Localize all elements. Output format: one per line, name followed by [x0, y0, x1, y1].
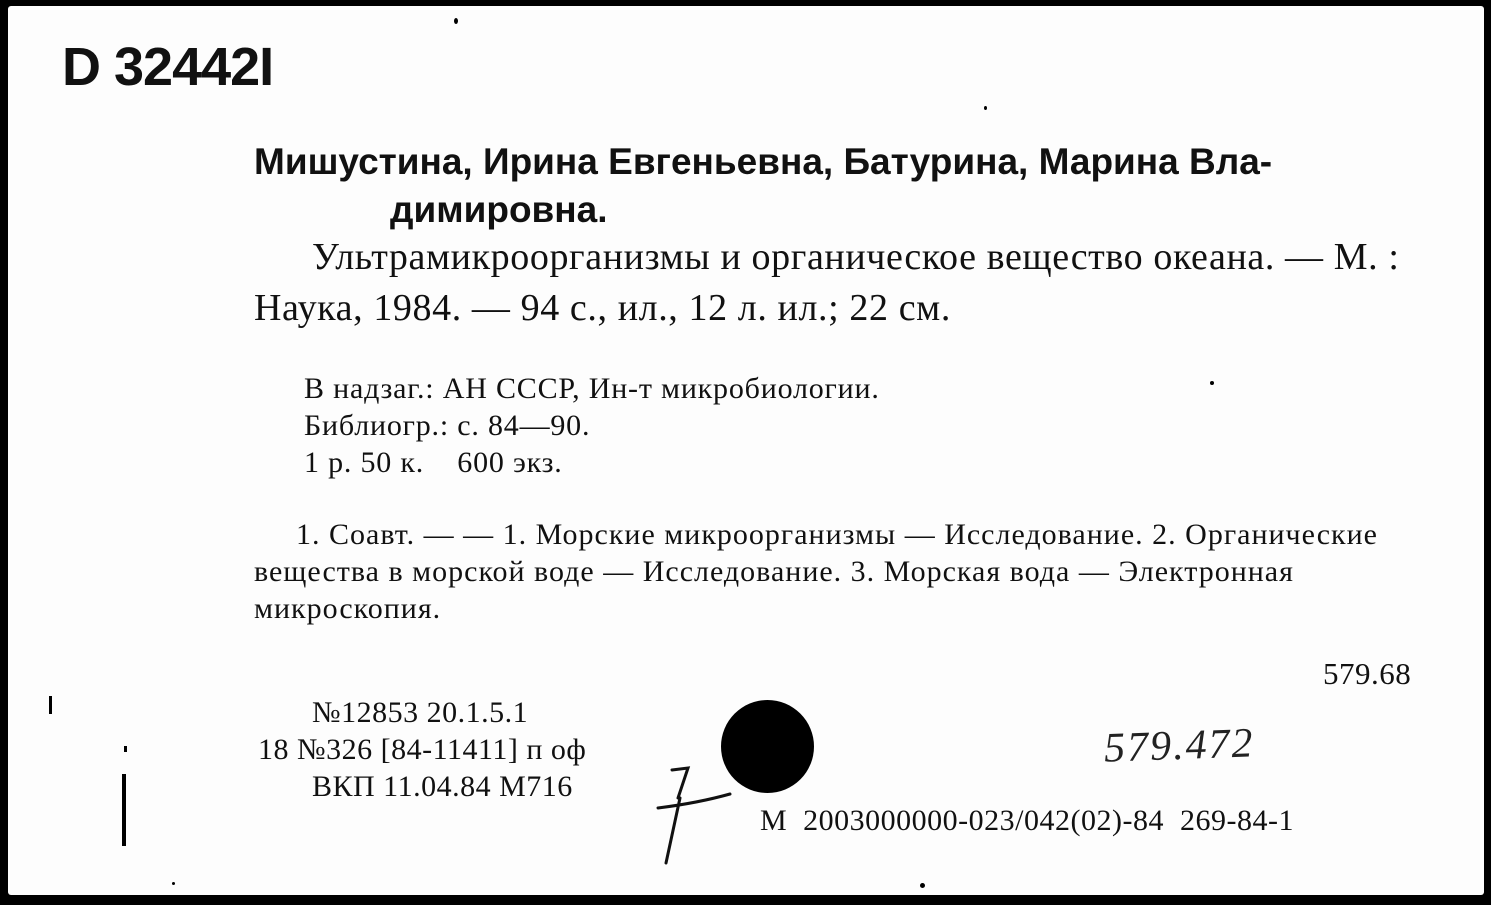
margin-mark: [49, 696, 52, 714]
bbk-code-line: М 2003000000-023/042(02)-84 269-84-1: [760, 804, 1294, 837]
tech-line: №12853 20.1.5.1: [312, 696, 529, 729]
handwritten-stroke: [648, 758, 738, 870]
catalog-card: [8, 6, 1484, 895]
subjects-text: 1. Соавт. — — 1. Морские микроорганизмы — Исследование. 2. Органические вещества в морской воде — Исследование. 3. Морская вода — Электронная микроскопия.: [254, 518, 1378, 625]
tech-line: ВКП 11.04.84 М716: [312, 770, 573, 803]
note-line: Библиогр.: с. 84—90.: [304, 409, 591, 442]
handwritten-shelf-mark: 579.472: [1103, 720, 1256, 772]
tech-line: 18 №326 [84-11411] п оф: [258, 733, 587, 766]
speck: [454, 18, 458, 24]
speck: [984, 106, 987, 110]
margin-mark: [122, 774, 126, 846]
note-line: 1 р. 50 к. 600 экз.: [304, 446, 563, 479]
note-line: В надзаг.: АН СССР, Ин-т микробиологии.: [304, 372, 880, 405]
notes-block: [304, 370, 880, 481]
udc-index: 579.68: [1323, 656, 1412, 691]
authors-heading: [254, 138, 1424, 234]
speck: [172, 882, 175, 885]
speck: [1210, 381, 1214, 385]
margin-mark: [124, 746, 127, 752]
title-text: Ультрамикроорганизмы и органическое вещество океана. — М. : Наука, 1984. — 94 с., ил., 12 л. ил.; 22 см.: [254, 236, 1400, 329]
subject-headings: [254, 516, 1424, 627]
speck: [920, 883, 925, 888]
call-number: D 32442I: [62, 37, 274, 97]
technical-block: [258, 694, 586, 805]
authors-line-1: Мишустина, Ирина Евгеньевна, Батурина, Марина Вла-: [254, 141, 1273, 182]
authors-line-2: димировна.: [390, 189, 608, 230]
title-block: [254, 232, 1424, 334]
